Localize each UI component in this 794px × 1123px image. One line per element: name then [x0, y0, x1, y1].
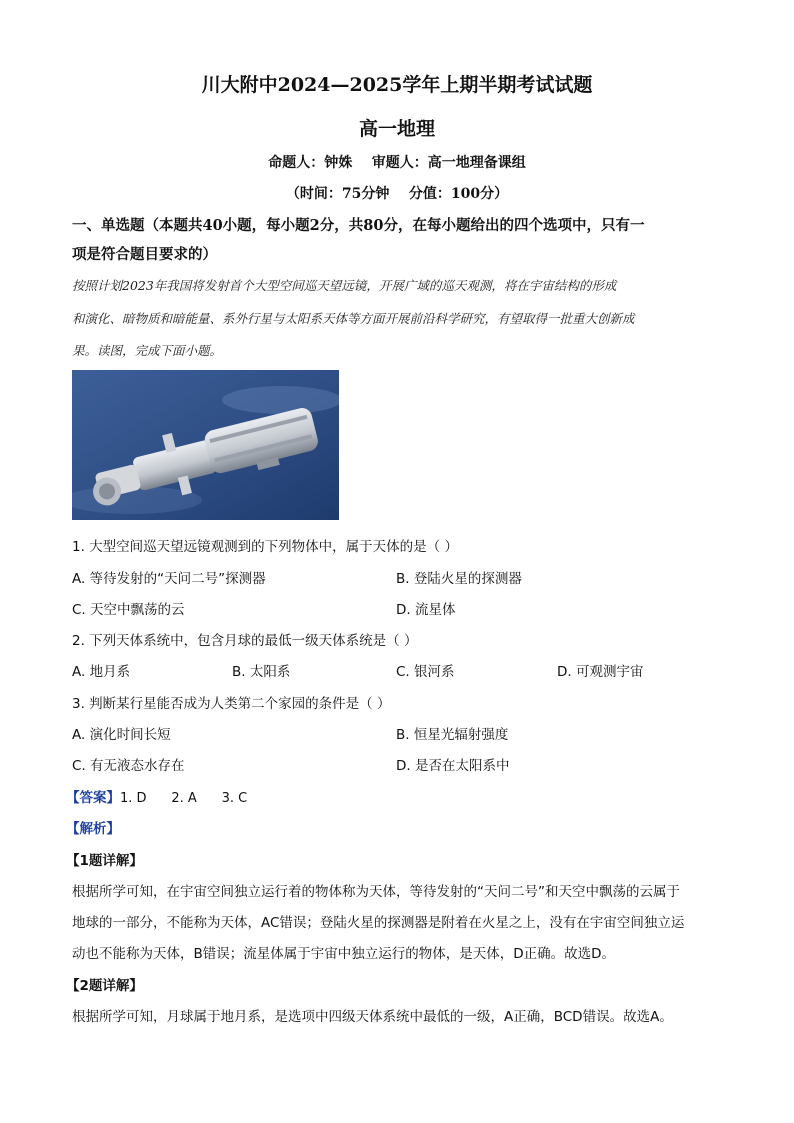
detail-1-line2: 地球的一部分，不能称为天体，AC错误；登陆火星的探测器是附着在火星之上，没有在宇宙空间独立运 [72, 915, 685, 931]
intro-line1: 按照计划2023年我国将发射首个大型空间巡天望远镜，开展广域的巡天观测，将在宇宙结构的形成 [72, 278, 617, 293]
author-line: 命题人：钟姝 审题人：高一地理备课组 [268, 155, 526, 171]
answer-line [66, 786, 247, 806]
q1-option-d: D. 流星体 [396, 602, 456, 618]
answer-values: 1. D 2. A 3. C [120, 791, 248, 806]
detail-2-line1: 根据所学可知，月球属于地月系，是选项中四级天体系统中最低的一级，A正确，BCD错误。故选A。 [72, 1009, 673, 1025]
exam-title: 川大附中2024—2025学年上期半期考试试题 [201, 74, 593, 96]
q1-option-b: B. 登陆火星的探测器 [396, 571, 522, 587]
detail-1-line3: 动也不能称为天体，B错误；流星体属于宇宙中独立运行的物体，是天体，D正确。故选D。 [72, 946, 616, 962]
q2-option-b: B. 太阳系 [232, 664, 291, 680]
question-1-stem: 1. 大型空间巡天望远镜观测到的下列物体中，属于天体的是（ ） [72, 539, 458, 555]
space-station-photo [72, 370, 339, 520]
q2-option-a: A. 地月系 [72, 664, 131, 680]
detail-1-label: 【1题详解】 [66, 853, 143, 869]
q1-option-c: C. 天空中飘荡的云 [72, 602, 185, 618]
q1-option-a: A. 等待发射的“天问二号”探测器 [72, 571, 266, 587]
section-heading-line1: 一、单选题（本题共40小题，每小题2分，共80分，在每小题给出的四个选项中，只有一 [72, 217, 645, 234]
question-3-stem: 3. 判断某行星能否成为人类第二个家园的条件是（ ） [72, 696, 391, 712]
section-heading-line2: 项是符合题目要求的） [72, 246, 217, 263]
answer-label: 【答案】 [66, 790, 120, 806]
detail-1-line1: 根据所学可知，在宇宙空间独立运行着的物体称为天体，等待发射的“天问二号”和天空中飘荡的云属于 [72, 884, 680, 900]
q2-option-c: C. 银河系 [396, 664, 455, 680]
q3-option-a: A. 演化时间长短 [72, 727, 171, 743]
q2-option-d: D. 可观测宇宙 [557, 664, 644, 680]
question-2-stem: 2. 下列天体系统中，包含月球的最低一级天体系统是（ ） [72, 633, 418, 649]
intro-line3: 果。读图，完成下面小题。 [72, 343, 223, 358]
q3-option-b: B. 恒星光辐射强度 [396, 727, 509, 743]
subject-title: 高一地理 [358, 118, 435, 140]
q3-option-d: D. 是否在太阳系中 [396, 758, 510, 774]
time-score-line: （时间：75分钟 分值：100分） [285, 186, 509, 202]
analysis-label: 【解析】 [66, 821, 120, 837]
intro-line2: 和演化、暗物质和暗能量、系外行星与太阳系天体等方面开展前沿科学研究，有望取得一批重大创新成 [72, 311, 635, 326]
detail-2-label: 【2题详解】 [66, 978, 143, 994]
q3-option-c: C. 有无液态水存在 [72, 758, 185, 774]
